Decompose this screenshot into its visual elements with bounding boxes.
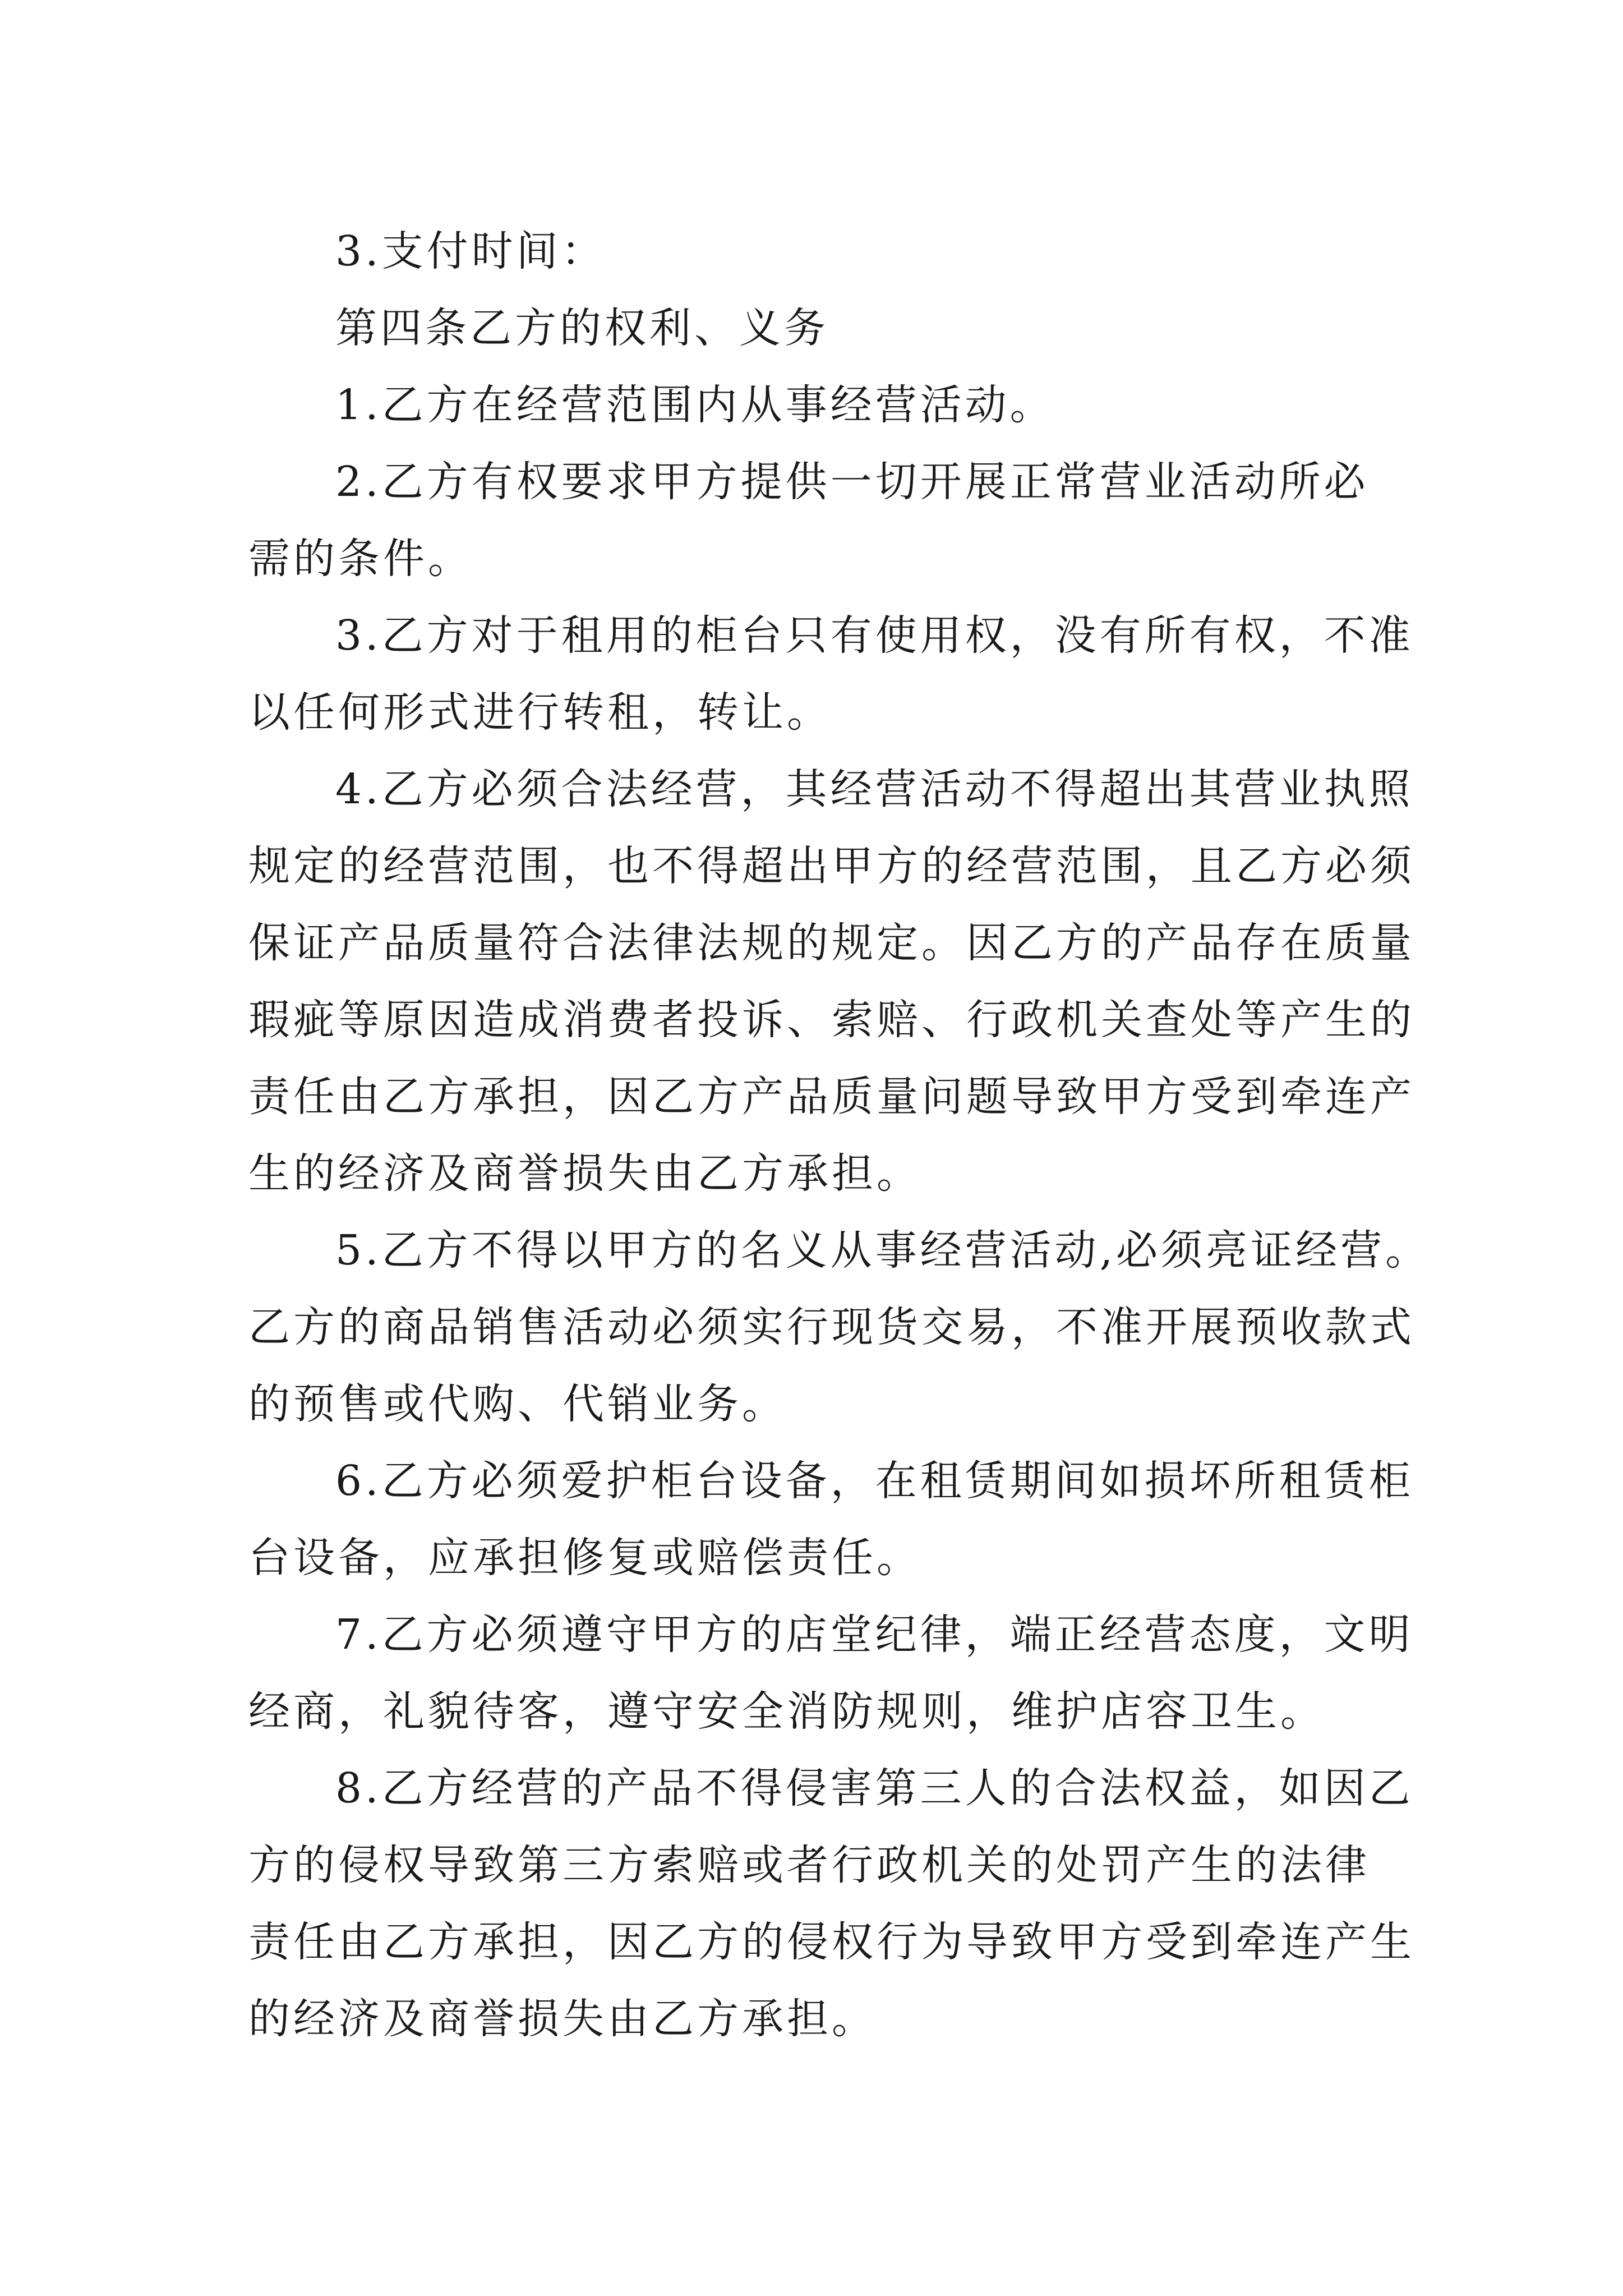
clause-8-line: 方的侵权导致第三方索赔或者行政机关的处罚产生的法律 xyxy=(248,1841,1370,1889)
clause-5-line: 乙方的商品销售活动必须实行现货交易，不准开展预收款式 xyxy=(248,1303,1415,1351)
clause-5-line: 5.乙方不得以甲方的名义从事经营活动,必须亮证经营。 xyxy=(335,1226,1431,1274)
clause-2-line: 2.乙方有权要求甲方提供一切开展正常营业活动所必 xyxy=(335,458,1369,506)
clause-4-line: 生的经济及商誉损失由乙方承担。 xyxy=(248,1149,921,1198)
clause-4-line: 责任由乙方承担，因乙方产品质量问题导致甲方受到牵连产 xyxy=(248,1073,1415,1121)
document-body xyxy=(248,213,1431,2058)
clause-8-line: 责任由乙方承担，因乙方的侵权行为导致甲方受到牵连产生 xyxy=(248,1918,1415,1966)
clause-3-line: 3.乙方对于租用的柜台只有使用权，没有所有权，不准 xyxy=(335,611,1414,660)
text-line-payment-time: 3.支付时间： xyxy=(335,227,606,275)
clause-7-line: 经商，礼貌待客，遵守安全消防规则，维护店容卫生。 xyxy=(248,1687,1325,1736)
clause-8-line: 的经济及商誉损失由乙方承担。 xyxy=(248,1995,877,2043)
clause-3-line: 以任何形式进行转租，转让。 xyxy=(248,688,832,737)
clause-6-line: 6.乙方必须爱护柜台设备，在租赁期间如损坏所租赁柜 xyxy=(335,1457,1414,1505)
clause-5-line: 的预售或代购、代销业务。 xyxy=(248,1380,787,1428)
section-heading-article-four: 第四条乙方的权利、义务 xyxy=(335,304,829,352)
clause-6-line: 台设备，应承担修复或赔偿责任。 xyxy=(248,1534,921,1582)
clause-1-line: 1.乙方在经营范围内从事经营活动。 xyxy=(335,381,1055,429)
clause-2-line: 需的条件。 xyxy=(248,535,473,583)
clause-8-line: 8.乙方经营的产品不得侵害第三人的合法权益，如因乙 xyxy=(335,1764,1414,1812)
clause-4-line: 4.乙方必须合法经营，其经营活动不得超出其营业执照 xyxy=(335,765,1414,813)
clause-7-line: 7.乙方必须遵守甲方的店堂纪律，端正经营态度，文明 xyxy=(335,1611,1414,1659)
clause-4-line: 保证产品质量符合法律法规的规定。因乙方的产品存在质量 xyxy=(248,919,1415,967)
clause-4-line: 瑕疵等原因造成消费者投诉、索赔、行政机关查处等产生的 xyxy=(248,996,1415,1044)
clause-4-line: 规定的经营范围，也不得超出甲方的经营范围，且乙方必须 xyxy=(248,842,1415,890)
